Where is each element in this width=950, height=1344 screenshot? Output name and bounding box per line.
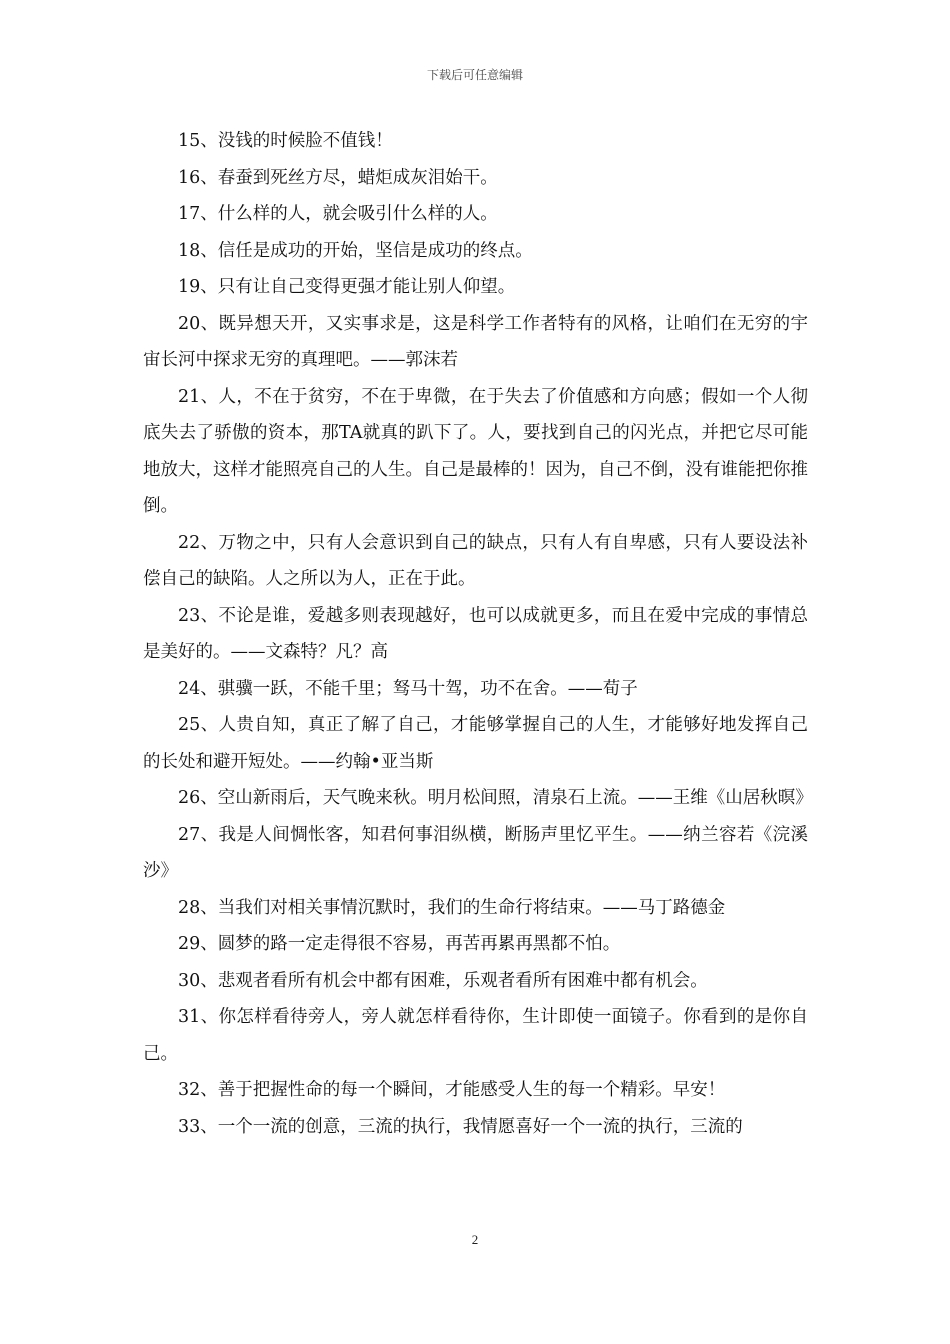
quote-paragraph: 15、没钱的时候脸不值钱！: [178, 131, 393, 151]
quote-paragraph: 17、什么样的人，就会吸引什么样的人。: [178, 204, 498, 224]
quote-paragraph: 21、人，不在于贫穷，不在于卑微，在于失去了价值感和方向感；假如一个人彻底失去了骄傲的资本，那TA就真的趴下了。人，要找到自己的闪光点，并把它尽可能地放大，这样才能照亮自己的人生。自己是最棒的！因为，自己不倒，没有谁能把你推倒。: [143, 386, 808, 516]
quote-paragraph: 27、我是人间惆怅客，知君何事泪纵横，断肠声里忆平生。——纳兰容若《浣溪沙》: [143, 824, 808, 881]
document-body: [143, 123, 813, 1145]
quote-paragraph: 20、既异想天开，又实事求是，这是科学工作者特有的风格，让咱们在无穷的宇宙长河中探求无穷的真理吧。——郭沫若: [143, 313, 808, 370]
quote-paragraph: 33、一个一流的创意，三流的执行，我情愿喜好一个一流的执行，三流的: [178, 1116, 743, 1137]
page-header: 下载后可任意编辑: [426, 68, 523, 82]
quote-paragraph: 31、你怎样看待旁人，旁人就怎样看待你，生计即使一面镜子。你看到的是你自己。: [143, 1007, 808, 1064]
quote-paragraph: 25、人贵自知，真正了解了自己，才能够掌握自己的人生，才能够好地发挥自己的长处和避开短处。——约翰•亚当斯: [143, 715, 808, 772]
quote-paragraph: 26、空山新雨后，天气晚来秋。明月松间照，清泉石上流。——王维《山居秋暝》: [178, 788, 813, 808]
quote-paragraph: 28、当我们对相关事情沉默时，我们的生命行将结束。——马丁路德金: [178, 897, 726, 918]
quote-paragraph: 23、不论是谁，爱越多则表现越好，也可以成就更多，而且在爱中完成的事情总是美好的。——文森特？凡？高: [143, 605, 808, 662]
page-number: 2: [471, 1232, 479, 1247]
quote-paragraph: 22、万物之中，只有人会意识到自己的缺点，只有人有自卑感，只有人要设法补偿自己的缺陷。人之所以为人，正在于此。: [143, 532, 808, 589]
quote-paragraph: 29、圆梦的路一定走得很不容易，再苦再累再黑都不怕。: [178, 934, 621, 954]
quote-paragraph: 30、悲观者看所有机会中都有困难，乐观者看所有困难中都有机会。: [178, 970, 708, 991]
quote-paragraph: 18、信任是成功的开始，坚信是成功的终点。: [178, 240, 533, 261]
quote-paragraph: 19、只有让自己变得更强才能让别人仰望。: [178, 277, 516, 297]
quote-paragraph: 24、骐骥一跃，不能千里；驽马十驾，功不在舍。——荀子: [178, 678, 638, 699]
quote-paragraph: 16、春蚕到死丝方尽，蜡炬成灰泪始干。: [178, 167, 498, 188]
quote-paragraph: 32、善于把握性命的每一个瞬间，才能感受人生的每一个精彩。早安！: [178, 1080, 726, 1100]
